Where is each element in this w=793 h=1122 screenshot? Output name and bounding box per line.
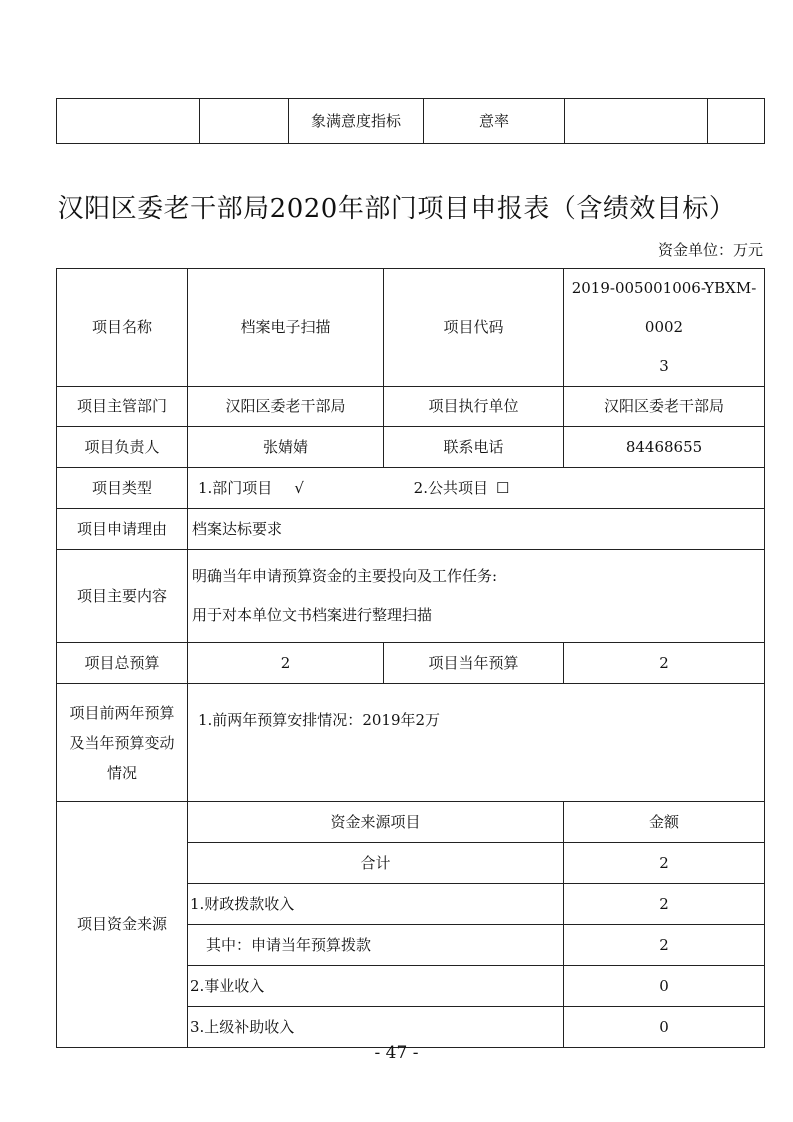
empty-cell: [57, 99, 200, 144]
table-row: [57, 468, 765, 509]
funding-header-amount: 金额: [564, 802, 765, 843]
total-label: 项目总预算: [57, 643, 188, 684]
check-mark-icon: √: [294, 478, 304, 497]
top-continuation-table: [56, 98, 765, 144]
table-row: [57, 509, 765, 550]
content-line-1: 明确当年申请预算资金的主要投向及工作任务:: [192, 567, 498, 585]
project-table: [56, 268, 765, 1048]
empty-cell: [200, 99, 289, 144]
lead-label: 项目负责人: [57, 427, 188, 468]
funding-item-name: 1.财政拨款收入: [188, 884, 564, 925]
name-value: 档案电子扫描: [188, 269, 384, 387]
lead-value: 张婧婧: [188, 427, 384, 468]
funding-header-source: 资金来源项目: [188, 802, 564, 843]
reason-value: 档案达标要求: [188, 509, 765, 550]
type-label: 项目类型: [57, 468, 188, 509]
phone-value: 84468655: [564, 427, 765, 468]
name-label: 项目名称: [57, 269, 188, 387]
unit-note: 资金单位：万元: [657, 241, 763, 259]
table-row: [57, 684, 765, 802]
metric-value-cell: 意率: [424, 99, 565, 144]
empty-cell: [565, 99, 708, 144]
funding-item-amount: 0: [564, 966, 765, 1007]
funding-item-name: 其中：申请当年预算拨款: [188, 925, 564, 966]
empty-cell: [708, 99, 765, 144]
change-label-line-2: 及当年预算变动: [69, 733, 175, 752]
exec-value: 汉阳区委老干部局: [564, 387, 765, 427]
page-title: 汉阳区委老干部局2020年部门项目申报表（含绩效目标）: [57, 194, 736, 224]
content-label: 项目主要内容: [57, 550, 188, 643]
code-value: [564, 269, 765, 387]
funding-item-amount: 2: [564, 884, 765, 925]
table-row: [57, 269, 765, 387]
table-row: [57, 99, 765, 144]
content-line-2: 用于对本单位文书档案进行整理扫描: [192, 606, 433, 624]
dept-label: 项目主管部门: [57, 387, 188, 427]
change-label-line-3: 情况: [106, 763, 137, 782]
funding-item-amount: 2: [564, 843, 765, 884]
code-line-2: 3: [659, 357, 669, 375]
table-row: [57, 387, 765, 427]
table-row: [57, 427, 765, 468]
phone-label: 联系电话: [384, 427, 564, 468]
exec-label: 项目执行单位: [384, 387, 564, 427]
change-value: 1.前两年预算安排情况：2019年2万: [188, 684, 765, 802]
year-value: 2: [564, 643, 765, 684]
change-label-line-1: 项目前两年预算: [69, 703, 175, 722]
page-number: - 47 -: [374, 1043, 419, 1063]
checkbox-icon: ☐: [495, 478, 510, 497]
funding-item-amount: 0: [564, 1007, 765, 1048]
reason-label: 项目申请理由: [57, 509, 188, 550]
funding-item-name: 2.事业收入: [188, 966, 564, 1007]
content-value: [188, 550, 765, 643]
type-options: [188, 468, 765, 509]
code-label: 项目代码: [384, 269, 564, 387]
table-row: [57, 802, 765, 843]
funding-label: 项目资金来源: [57, 802, 188, 1048]
type-option-public: 2.公共项目: [413, 478, 488, 497]
funding-item-amount: 2: [564, 925, 765, 966]
total-value: 2: [188, 643, 384, 684]
table-row: [57, 550, 765, 643]
change-label: [57, 684, 188, 802]
funding-item-name: 3.上级补助收入: [188, 1007, 564, 1048]
dept-value: 汉阳区委老干部局: [188, 387, 384, 427]
type-option-dept: 1.部门项目: [198, 478, 273, 497]
metric-cell: 象满意度指标: [289, 99, 424, 144]
funding-item-name: 合计: [188, 843, 564, 884]
code-line-1: 2019-005001006-YBXM-0002: [571, 279, 757, 336]
year-label: 项目当年预算: [384, 643, 564, 684]
table-row: [57, 643, 765, 684]
